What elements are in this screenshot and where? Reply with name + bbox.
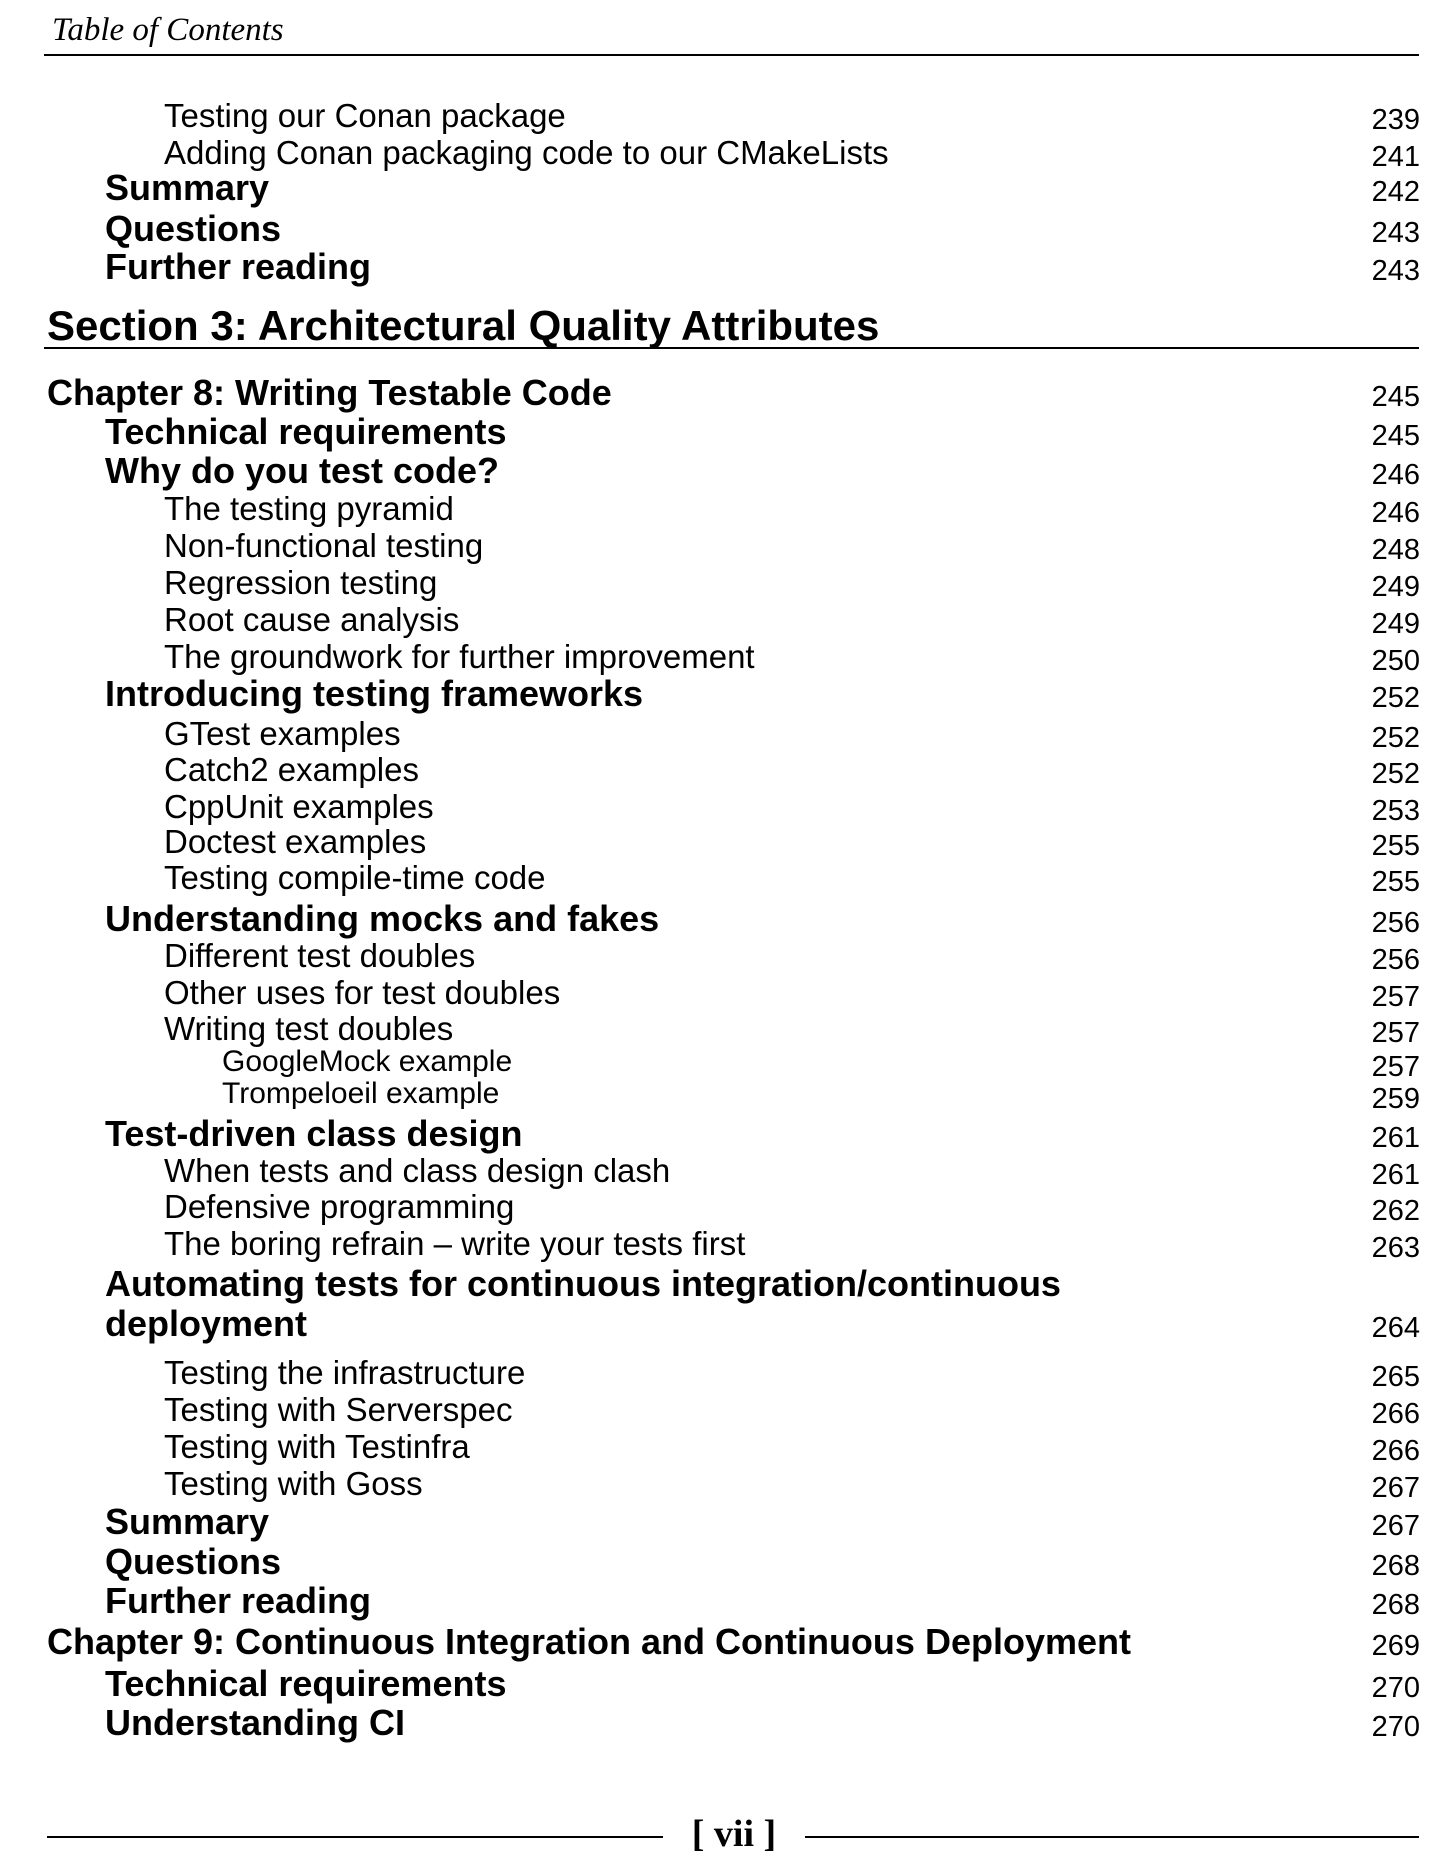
toc-entry-page-number: 252: [1371, 758, 1420, 790]
toc-entry[interactable]: [0, 823, 1454, 861]
toc-entry-page-number: 255: [1371, 866, 1420, 898]
toc-entry-page-number: 249: [1371, 608, 1420, 640]
toc-entry-title: Test-driven class design: [105, 1113, 523, 1154]
toc-entry-title: Understanding mocks and fakes: [105, 898, 660, 939]
toc-entry-title: Root cause analysis: [164, 601, 460, 638]
section-rule: [44, 347, 1419, 349]
toc-entry[interactable]: [0, 1541, 1454, 1583]
toc-entry[interactable]: [0, 167, 1454, 209]
toc-entry[interactable]: [0, 788, 1454, 826]
toc-entry[interactable]: [0, 1501, 1454, 1543]
toc-entry-title: Further reading: [105, 1580, 372, 1621]
toc-entry[interactable]: [0, 246, 1454, 288]
toc-entry[interactable]: [0, 1465, 1454, 1503]
toc-entry[interactable]: [0, 1621, 1454, 1663]
toc-entry-title: Testing the infrastructure: [164, 1354, 526, 1391]
toc-entry-title: Defensive programming: [164, 1188, 515, 1225]
toc-entry-title: Different test doubles: [164, 937, 476, 974]
toc-entry[interactable]: [0, 937, 1454, 975]
toc-entry-title: Non-functional testing: [164, 527, 484, 564]
toc-entry-title: Trompeloeil example: [222, 1077, 500, 1110]
toc-entry[interactable]: [0, 1152, 1454, 1190]
toc-entry-title: Testing our Conan package: [164, 97, 566, 134]
toc-entry-title: GTest examples: [164, 715, 401, 752]
toc-entry-title: Automating tests for continuous integration/continuous: [105, 1263, 1061, 1304]
toc-entry-page-number: 243: [1371, 255, 1420, 287]
toc-entry-page-number: 266: [1371, 1398, 1420, 1430]
toc-entry[interactable]: [0, 751, 1454, 789]
toc-entry-page-number: 252: [1371, 682, 1420, 714]
toc-entry[interactable]: [0, 527, 1454, 565]
running-header: Table of Contents: [52, 12, 284, 48]
toc-entry-page-number: 259: [1371, 1083, 1420, 1115]
toc-entry[interactable]: [0, 1263, 1454, 1305]
toc-entry-title: The boring refrain – write your tests first: [164, 1225, 746, 1262]
toc-entry-title: deployment: [105, 1303, 308, 1344]
toc-entry-title: CppUnit examples: [164, 788, 434, 825]
toc-entry-page-number: 270: [1371, 1711, 1420, 1743]
toc-entry-page-number: 264: [1371, 1312, 1420, 1344]
toc-entry[interactable]: [0, 1077, 1454, 1115]
toc-entry-page-number: 270: [1371, 1672, 1420, 1704]
toc-entry[interactable]: [0, 898, 1454, 940]
toc-entry[interactable]: [0, 490, 1454, 528]
toc-entry[interactable]: [0, 601, 1454, 639]
toc-entry-title: Why do you test code?: [105, 450, 500, 491]
toc-entry[interactable]: [0, 97, 1454, 135]
toc-entry-page-number: 257: [1371, 1051, 1420, 1083]
toc-entry-page-number: 256: [1371, 944, 1420, 976]
footer-rule-right: [805, 1836, 1419, 1838]
toc-entry[interactable]: [0, 411, 1454, 453]
toc-entry-title: Technical requirements: [105, 411, 507, 452]
toc-entry-title: Catch2 examples: [164, 751, 419, 788]
toc-entry-title: Testing compile-time code: [164, 859, 546, 896]
toc-entry[interactable]: [0, 1113, 1454, 1155]
toc-entry-page-number: 253: [1371, 795, 1420, 827]
toc-entry-page-number: 261: [1371, 1122, 1420, 1154]
toc-entry-title: Doctest examples: [164, 823, 427, 860]
toc-entry-page-number: 266: [1371, 1435, 1420, 1467]
toc-entry[interactable]: [0, 1428, 1454, 1466]
page-number: [ vii ]: [691, 1813, 777, 1855]
toc-entry-title: Chapter 9: Continuous Integration and Continuous Deployment: [47, 1621, 1131, 1662]
toc-entry-title: Testing with Serverspec: [164, 1391, 513, 1428]
toc-entry[interactable]: [0, 1303, 1454, 1345]
toc-entry[interactable]: [0, 564, 1454, 602]
toc-entry[interactable]: [0, 638, 1454, 676]
toc-entry[interactable]: [0, 1225, 1454, 1263]
toc-entry-title: Understanding CI: [105, 1702, 406, 1743]
toc-entry-page-number: 241: [1371, 141, 1420, 173]
toc-entry-page-number: 255: [1371, 830, 1420, 862]
toc-entry-title: Regression testing: [164, 564, 438, 601]
toc-entry[interactable]: [0, 673, 1454, 715]
toc-entry-page-number: 252: [1371, 722, 1420, 754]
toc-entry-title: The groundwork for further improvement: [164, 638, 755, 675]
toc-entry-page-number: 242: [1371, 176, 1420, 208]
toc-entry-title: When tests and class design clash: [164, 1152, 671, 1189]
toc-entry-title: Technical requirements: [105, 1663, 507, 1704]
toc-entry-page-number: 269: [1371, 1630, 1420, 1662]
toc-entry[interactable]: [0, 450, 1454, 492]
toc-entry-title: Testing with Testinfra: [164, 1428, 470, 1465]
toc-entry-page-number: 263: [1371, 1232, 1420, 1264]
toc-entry-title: Questions: [105, 208, 282, 249]
toc-entry[interactable]: [0, 1045, 1454, 1083]
toc-entry[interactable]: [0, 974, 1454, 1012]
toc-entry[interactable]: [0, 1391, 1454, 1429]
toc-entry[interactable]: [0, 715, 1454, 753]
toc-entry-title: Summary: [105, 167, 270, 208]
toc-entry-page-number: 267: [1371, 1472, 1420, 1504]
toc-entry-title: Introducing testing frameworks: [105, 673, 644, 714]
toc-entry-title: The testing pyramid: [164, 490, 454, 527]
toc-entry[interactable]: [0, 1663, 1454, 1705]
toc-entry-page-number: 257: [1371, 1017, 1420, 1049]
toc-entry-page-number: 257: [1371, 981, 1420, 1013]
toc-entry[interactable]: [0, 1354, 1454, 1392]
toc-section-heading[interactable]: [0, 301, 1454, 351]
toc-entry-title: Section 3: Architectural Quality Attributes: [47, 302, 880, 349]
toc-entry-page-number: 245: [1371, 420, 1420, 452]
toc-entry[interactable]: [0, 1702, 1454, 1744]
toc-entry-page-number: 246: [1371, 459, 1420, 491]
toc-entry[interactable]: [0, 372, 1454, 414]
toc-entry-page-number: 268: [1371, 1550, 1420, 1582]
toc-entry-page-number: 265: [1371, 1361, 1420, 1393]
toc-entry-title: Other uses for test doubles: [164, 974, 561, 1011]
toc-entry-title: Testing with Goss: [164, 1465, 423, 1502]
toc-entry-page-number: 243: [1371, 217, 1420, 249]
toc-entry-title: Further reading: [105, 246, 372, 287]
toc-entry-title: Writing test doubles: [164, 1010, 454, 1047]
toc-entry-page-number: 262: [1371, 1195, 1420, 1227]
toc-entry-title: Chapter 8: Writing Testable Code: [47, 372, 612, 413]
toc-entry-page-number: 248: [1371, 534, 1420, 566]
toc-entry-title: GoogleMock example: [222, 1045, 513, 1078]
toc-entry[interactable]: [0, 859, 1454, 897]
toc-entry-page-number: 246: [1371, 497, 1420, 529]
toc-entry[interactable]: [0, 1188, 1454, 1226]
toc-entry[interactable]: [0, 208, 1454, 250]
footer-rule-left: [47, 1836, 663, 1838]
toc-entry-page-number: 268: [1371, 1589, 1420, 1621]
toc-entry-title: Questions: [105, 1541, 282, 1582]
toc-entry[interactable]: [0, 1580, 1454, 1622]
toc-entry-page-number: 239: [1371, 104, 1420, 136]
toc-entry-page-number: 245: [1371, 381, 1420, 413]
toc-entry-page-number: 267: [1371, 1510, 1420, 1542]
toc-entry-title: Adding Conan packaging code to our CMakeLists: [164, 134, 889, 171]
toc-entry-title: Summary: [105, 1501, 270, 1542]
toc-entry-page-number: 249: [1371, 571, 1420, 603]
toc-entry-page-number: 250: [1371, 645, 1420, 677]
toc-entry-page-number: 256: [1371, 907, 1420, 939]
toc-entry[interactable]: [0, 1010, 1454, 1048]
toc-entry-page-number: 261: [1371, 1159, 1420, 1191]
